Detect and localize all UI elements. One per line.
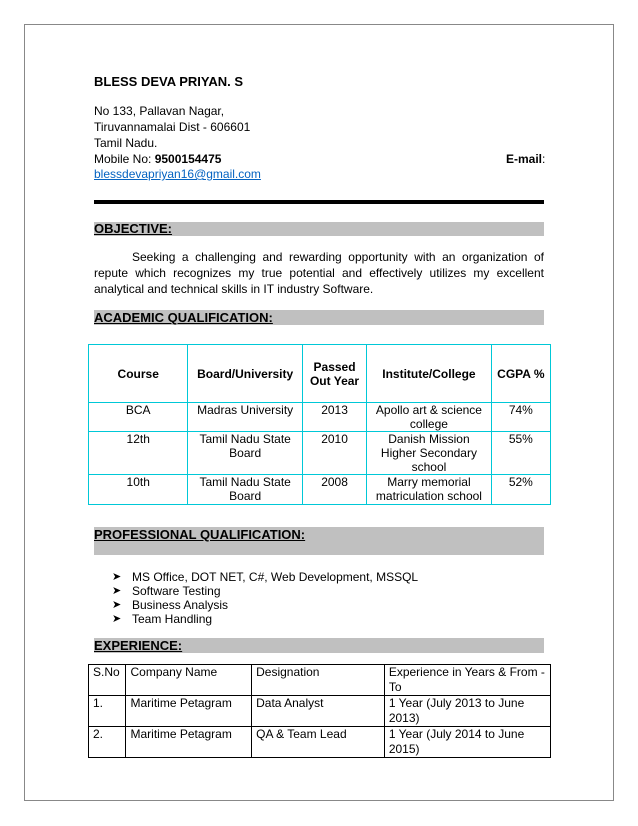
- table-cell: 2.: [89, 727, 126, 758]
- email-label-line: [506, 151, 545, 167]
- address-line-1: No 133, Pallavan Nagar,: [94, 104, 225, 118]
- skills-list: [112, 570, 418, 626]
- column-header: Course: [89, 345, 188, 403]
- list-item: [112, 598, 418, 612]
- mobile-value: 9500154475: [154, 152, 222, 166]
- mobile-line: [94, 151, 221, 167]
- table-cell: 55%: [491, 432, 550, 475]
- table-cell: BCA: [89, 403, 188, 432]
- table-row: [89, 696, 551, 727]
- academic-table: [88, 344, 551, 505]
- academic-heading-text: ACADEMIC QUALIFICATION:: [94, 310, 273, 325]
- academic-heading: [94, 310, 544, 325]
- table-cell: Maritime Petagram: [126, 727, 252, 758]
- table-row: [89, 403, 551, 432]
- column-header: Experience in Years & From - To: [384, 665, 550, 696]
- mobile-label: Mobile No:: [94, 152, 152, 166]
- column-header: S.No: [89, 665, 126, 696]
- email-colon: :: [542, 152, 546, 166]
- table-cell: 10th: [89, 475, 188, 505]
- table-cell: Marry memorial matriculation school: [367, 475, 492, 505]
- table-cell: 1 Year (July 2014 to June 2015): [384, 727, 550, 758]
- column-header: Company Name: [126, 665, 252, 696]
- table-cell: QA & Team Lead: [252, 727, 385, 758]
- objective-heading-text: OBJECTIVE:: [94, 221, 173, 236]
- list-item: [112, 612, 418, 626]
- table-cell: 2013: [302, 403, 366, 432]
- table-cell: Apollo art & science college: [367, 403, 492, 432]
- column-header: Designation: [252, 665, 385, 696]
- address-line-3: Tamil Nadu.: [94, 136, 158, 150]
- table-cell: 1.: [89, 696, 126, 727]
- table-cell: 12th: [89, 432, 188, 475]
- table-cell: 74%: [491, 403, 550, 432]
- table-row: [89, 727, 551, 758]
- column-header: Institute/College: [367, 345, 492, 403]
- skill-text: Business Analysis: [132, 598, 229, 612]
- experience-heading-text: EXPERIENCE:: [94, 638, 183, 653]
- professional-heading: [94, 527, 544, 555]
- table-cell: 2008: [302, 475, 366, 505]
- objective-text: Seeking a challenging and rewarding opportunity with an organization of repute which recognizes my true potential and effectively utilizes my excellent analytical and technical skills in IT industry Software.: [94, 250, 544, 296]
- table-cell: Maritime Petagram: [126, 696, 252, 727]
- list-item: [112, 584, 418, 598]
- table-cell: Data Analyst: [252, 696, 385, 727]
- arrow-bullet-icon: ➤: [112, 571, 122, 583]
- skill-text: Software Testing: [132, 584, 221, 598]
- candidate-name: BLESS DEVA PRIYAN. S: [94, 74, 244, 89]
- column-header: CGPA %: [491, 345, 550, 403]
- table-cell: Madras University: [188, 403, 302, 432]
- table-cell: Danish Mission Higher Secondary school: [367, 432, 492, 475]
- table-cell: 1 Year (July 2013 to June 2013): [384, 696, 550, 727]
- skill-text: Team Handling: [132, 612, 213, 626]
- list-item: [112, 570, 418, 584]
- column-header: Board/University: [188, 345, 302, 403]
- table-header-row: [89, 345, 551, 403]
- experience-heading: [94, 638, 544, 653]
- column-header: Passed Out Year: [302, 345, 366, 403]
- arrow-bullet-icon: ➤: [112, 599, 122, 611]
- table-cell: Tamil Nadu State Board: [188, 475, 302, 505]
- table-cell: Tamil Nadu State Board: [188, 432, 302, 475]
- objective-heading: [94, 222, 544, 236]
- arrow-bullet-icon: ➤: [112, 585, 122, 597]
- experience-table: [88, 664, 551, 758]
- arrow-bullet-icon: ➤: [112, 613, 122, 625]
- email-label: E-mail: [506, 152, 543, 166]
- table-header-row: [89, 665, 551, 696]
- email-link[interactable]: blessdevapriyan16@gmail.com: [94, 167, 261, 181]
- table-row: [89, 475, 551, 505]
- header-divider: [94, 200, 544, 204]
- table-cell: 2010: [302, 432, 366, 475]
- table-row: [89, 432, 551, 475]
- table-cell: 52%: [491, 475, 550, 505]
- address-line-2: Tiruvannamalai Dist - 606601: [94, 120, 251, 134]
- skill-text: MS Office, DOT NET, C#, Web Development, MSSQL: [132, 570, 419, 584]
- professional-heading-text: PROFESSIONAL QUALIFICATION:: [94, 527, 306, 542]
